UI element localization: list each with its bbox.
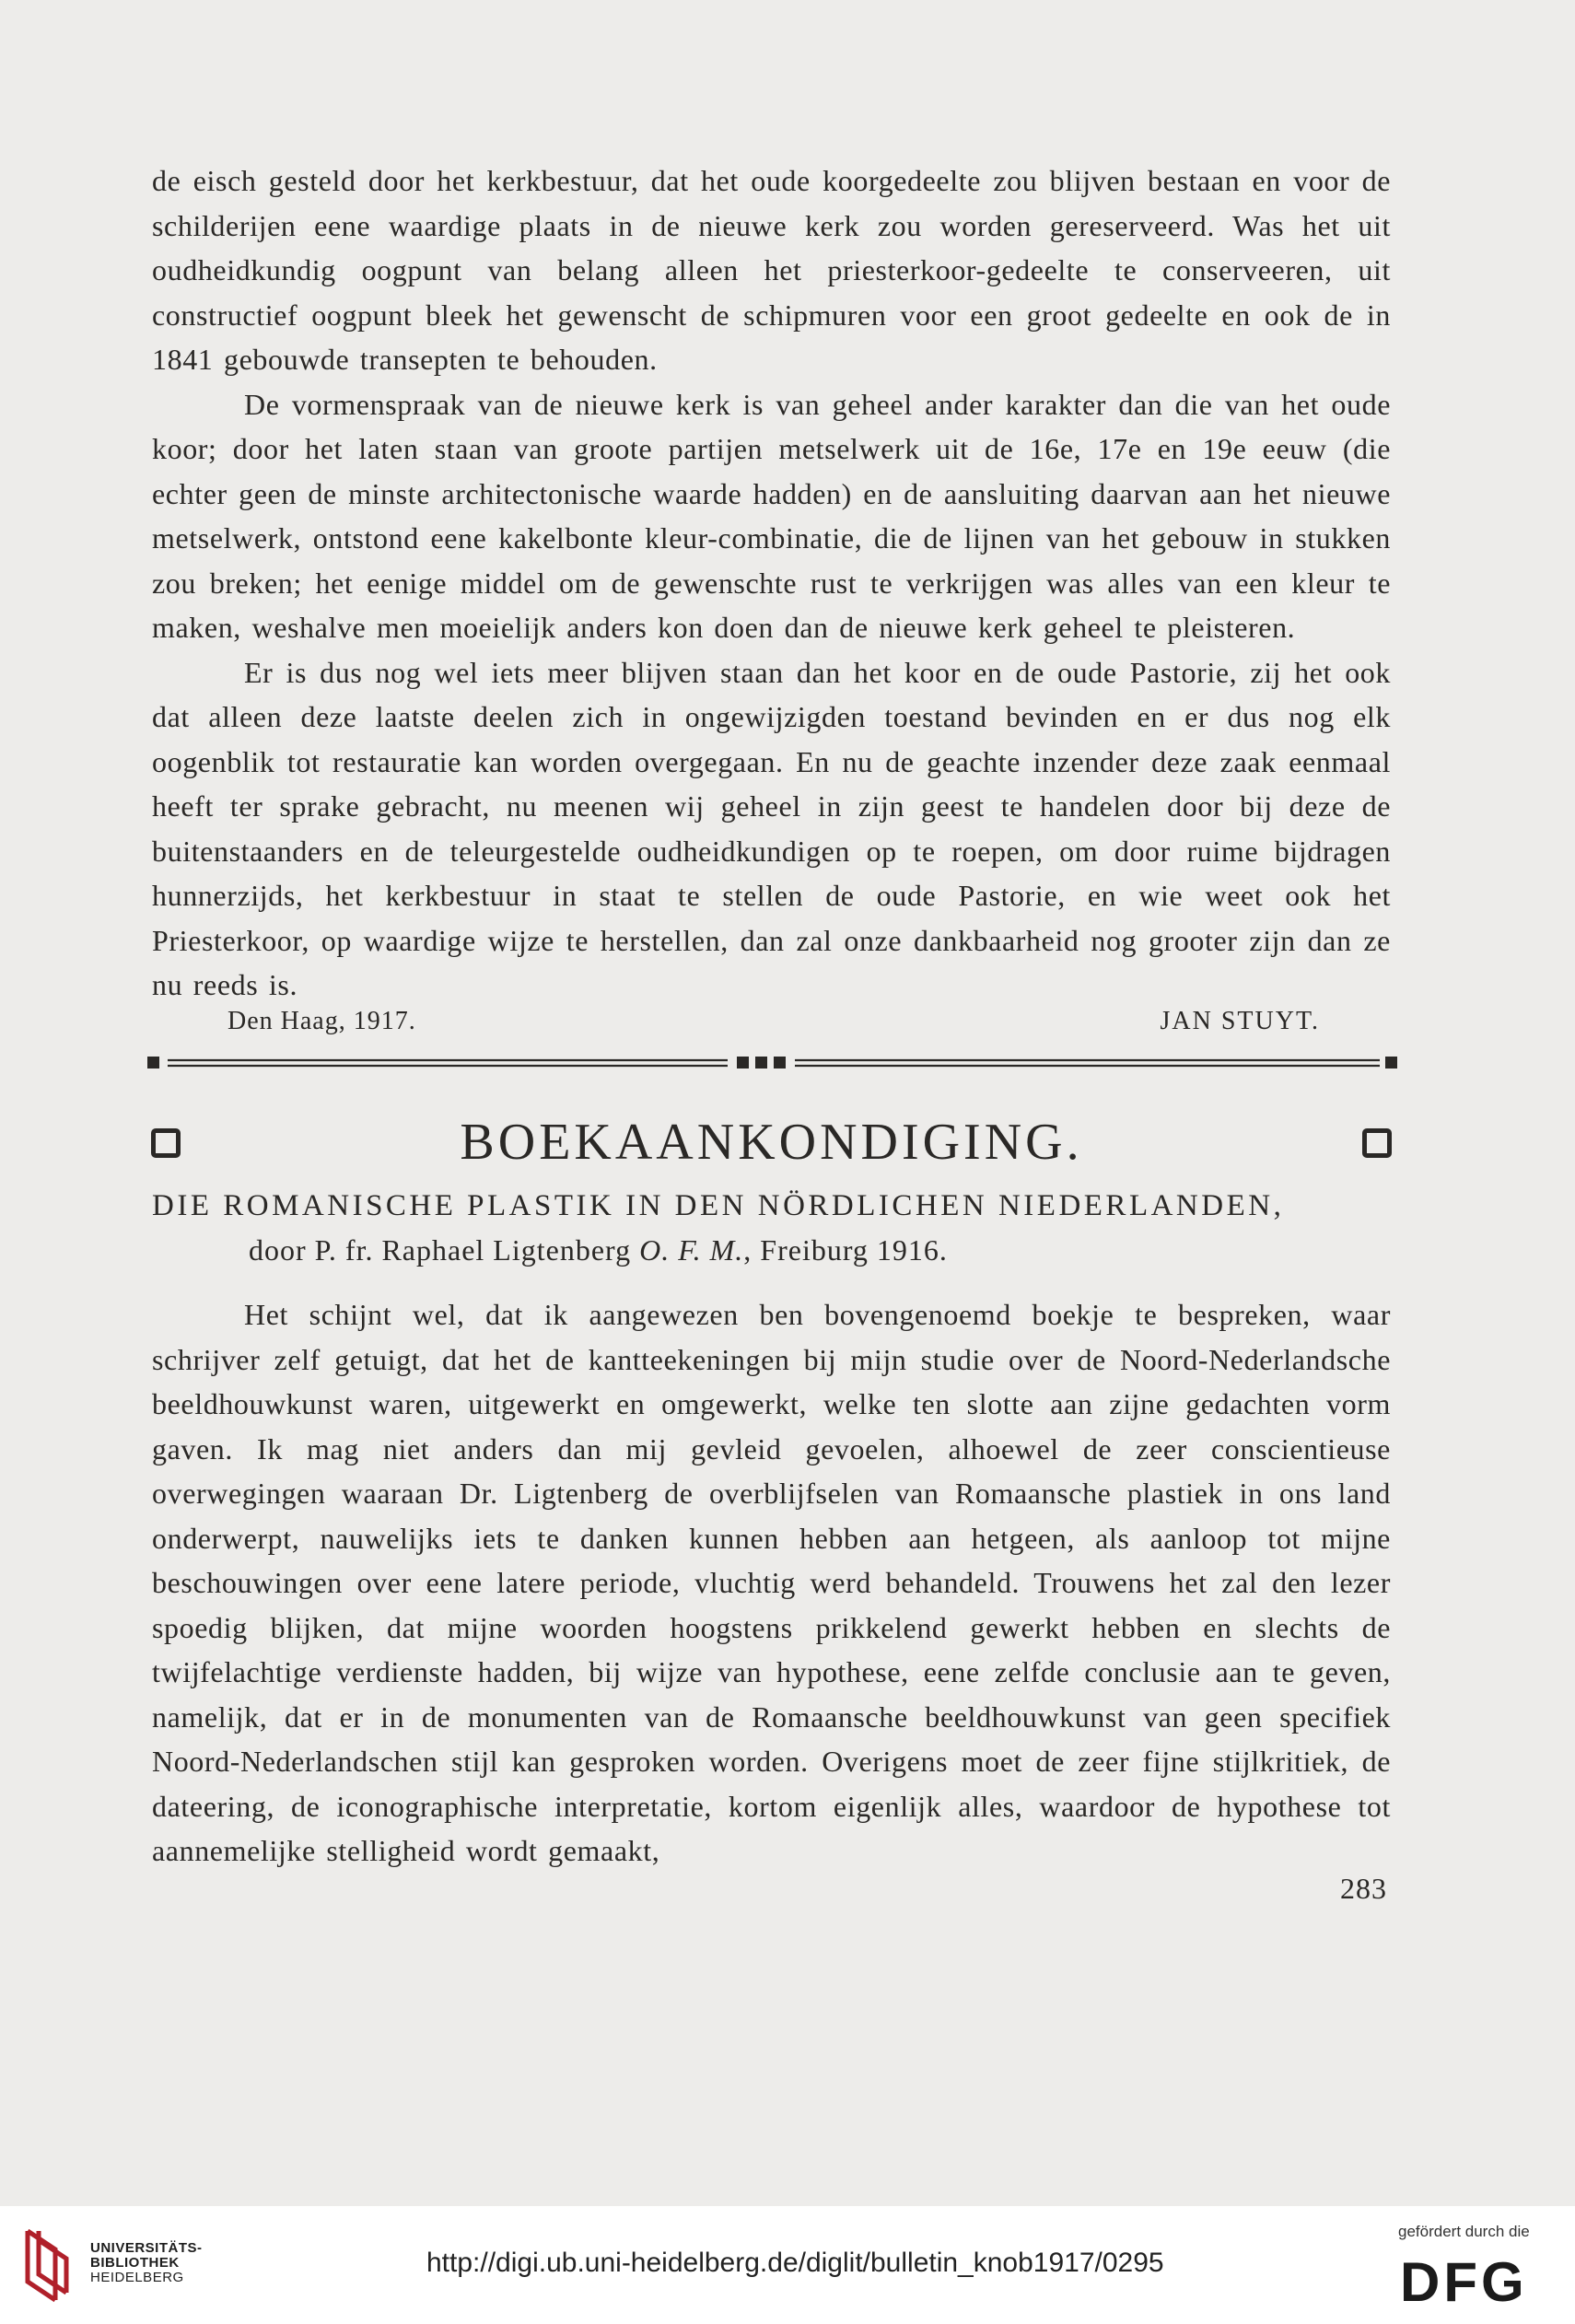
- place-date: Den Haag, 1917.: [228, 1007, 416, 1035]
- byline-publisher: , Freiburg 1916.: [743, 1233, 948, 1267]
- funding-caption: gefördert durch die: [1398, 2223, 1530, 2240]
- library-name: UNIVERSITÄTS- BIBLIOTHEK HEIDELBERG: [90, 2240, 203, 2285]
- digitization-footer: [0, 2206, 1575, 2324]
- byline-order: O. F. M.: [639, 1233, 744, 1267]
- article-conclusion: [152, 158, 1391, 1008]
- byline-author: door P. fr. Raphael Ligtenberg: [249, 1233, 632, 1267]
- dfg-logo: DFG: [1400, 2251, 1528, 2313]
- section-title: BOEKAANKONDIGING.: [460, 1114, 1083, 1171]
- book-byline: [249, 1228, 948, 1272]
- permalink-url[interactable]: http://digi.ub.uni-heidelberg.de/diglit/bulletin_knob1917/0295: [426, 2248, 1164, 2278]
- paragraph-3: Er is dus nog wel iets meer blijven staan dan het koor en de oude Pastorie, zij het ook dat alleen deze laatste deelen zich in ongewijzigden toestand bevinden en er dus nog elk oogenblik tot restauratie kan worden overgegaan. En nu de geachte inzender deze zaak eenmaal heeft ter sprake gebracht, nu meenen wij geheel in zijn geest te handelen door bij deze de buitenstaanders en de teleurgestelde oudheidkundigen op te roepen, om door ruime bijdragen hunnerzijds, het kerkbestuur in staat te stellen de oude Pastorie, en wie weet ook het Priesterkoor, op waardige wijze te herstellen, dan zal onze dankbaarheid nog grooter zijn dan ze nu reeds is.: [152, 655, 1391, 1001]
- page-number: 283: [1340, 1872, 1387, 1905]
- section-divider-ornament: [147, 1053, 1400, 1075]
- university-library-logo-icon: [18, 2226, 83, 2305]
- section-heading: [147, 1110, 1395, 1174]
- book-title: DIE ROMANISCHE PLASTIK IN DEN NÖRDLICHEN NIEDERLANDEN,: [152, 1189, 1285, 1222]
- paragraph-2: De vormenspraak van de nieuwe kerk is van geheel ander karakter dan die van het oude koor; door het laten staan van groote partijen metselwerk uit de 16e, 17e en 19e eeuw (die echter geen de minste architectonische waarde hadden) en de aansluiting daarvan aan het nieuwe metselwerk, ontstond eene kakelbonte kleur-combinatie, die de lijnen van het gebouw in stukken zou breken; het eenige middel om de gewenschte rust te verkrijgen was alles van een kleur te maken, weshalve men moeielijk anders kon doen dan de nieuwe kerk geheel te pleisteren.: [152, 387, 1391, 644]
- review-paragraph: Het schijnt wel, dat ik aangewezen ben bovengenoemd boekje te bespreken, waar schrijver zelf getuigt, dat het de kantteekeningen bij mijn studie over de Noord-Nederlandsche beeldhouwkunst waren, uitgewerkt en omgewerkt, welke ten slotte aan zijne gedachten vorm gaven. Ik mag niet anders dan mij gevleid gevoelen, alhoewel de zeer conscientieuse overwegingen waaraan Dr. Ligtenberg de overblijfselen van Romaansche plastiek in ons land onderwerpt, nauwelijks iets te danken kunnen hebben aan hetgeen, als aanloop tot mijne beschouwingen over eene latere periode, vluchtig werd behandeld. Trouwens het zal den lezer spoedig blijken, dat mijne woorden hoogstens prikkelend gewerkt hebben en slechts de twijfelachtige verdienste hadden, bij wijze van hypothese, eene zelfde conclusie aan te geven, namelijk, dat er in de monumenten van de Romaansche beeldhouwkunst van geen specifiek Noord-Nederlandschen stijl kan gesproken worden. Overigens moet de zeer fijne stijlkritiek, de dateering, de iconographische interpretatie, kortom eigenlijk alles, waardoor de hypothese tot aannemelijke stelligheid wordt gemaakt,: [152, 1298, 1391, 1867]
- paragraph-1: de eisch gesteld door het kerkbestuur, dat het oude koorgedeelte zou blijven bestaan en voor de schilderijen eene waardige plaats in de nieuwe kerk zou worden gereserveerd. Was het uit oudheidkundig oogpunt van belang alleen het priesterkoor-gedeelte te conserveeren, uit constructief oogpunt bleek het gewenscht de schipmuren voor een groot gedeelte en ook de in 1841 gebouwde transepten te behouden.: [152, 164, 1391, 376]
- review-text: [152, 1292, 1391, 1874]
- author-name: JAN STUYT.: [1160, 1007, 1320, 1035]
- signoff: [152, 1007, 1331, 1044]
- square-ornament-icon: [1362, 1128, 1392, 1158]
